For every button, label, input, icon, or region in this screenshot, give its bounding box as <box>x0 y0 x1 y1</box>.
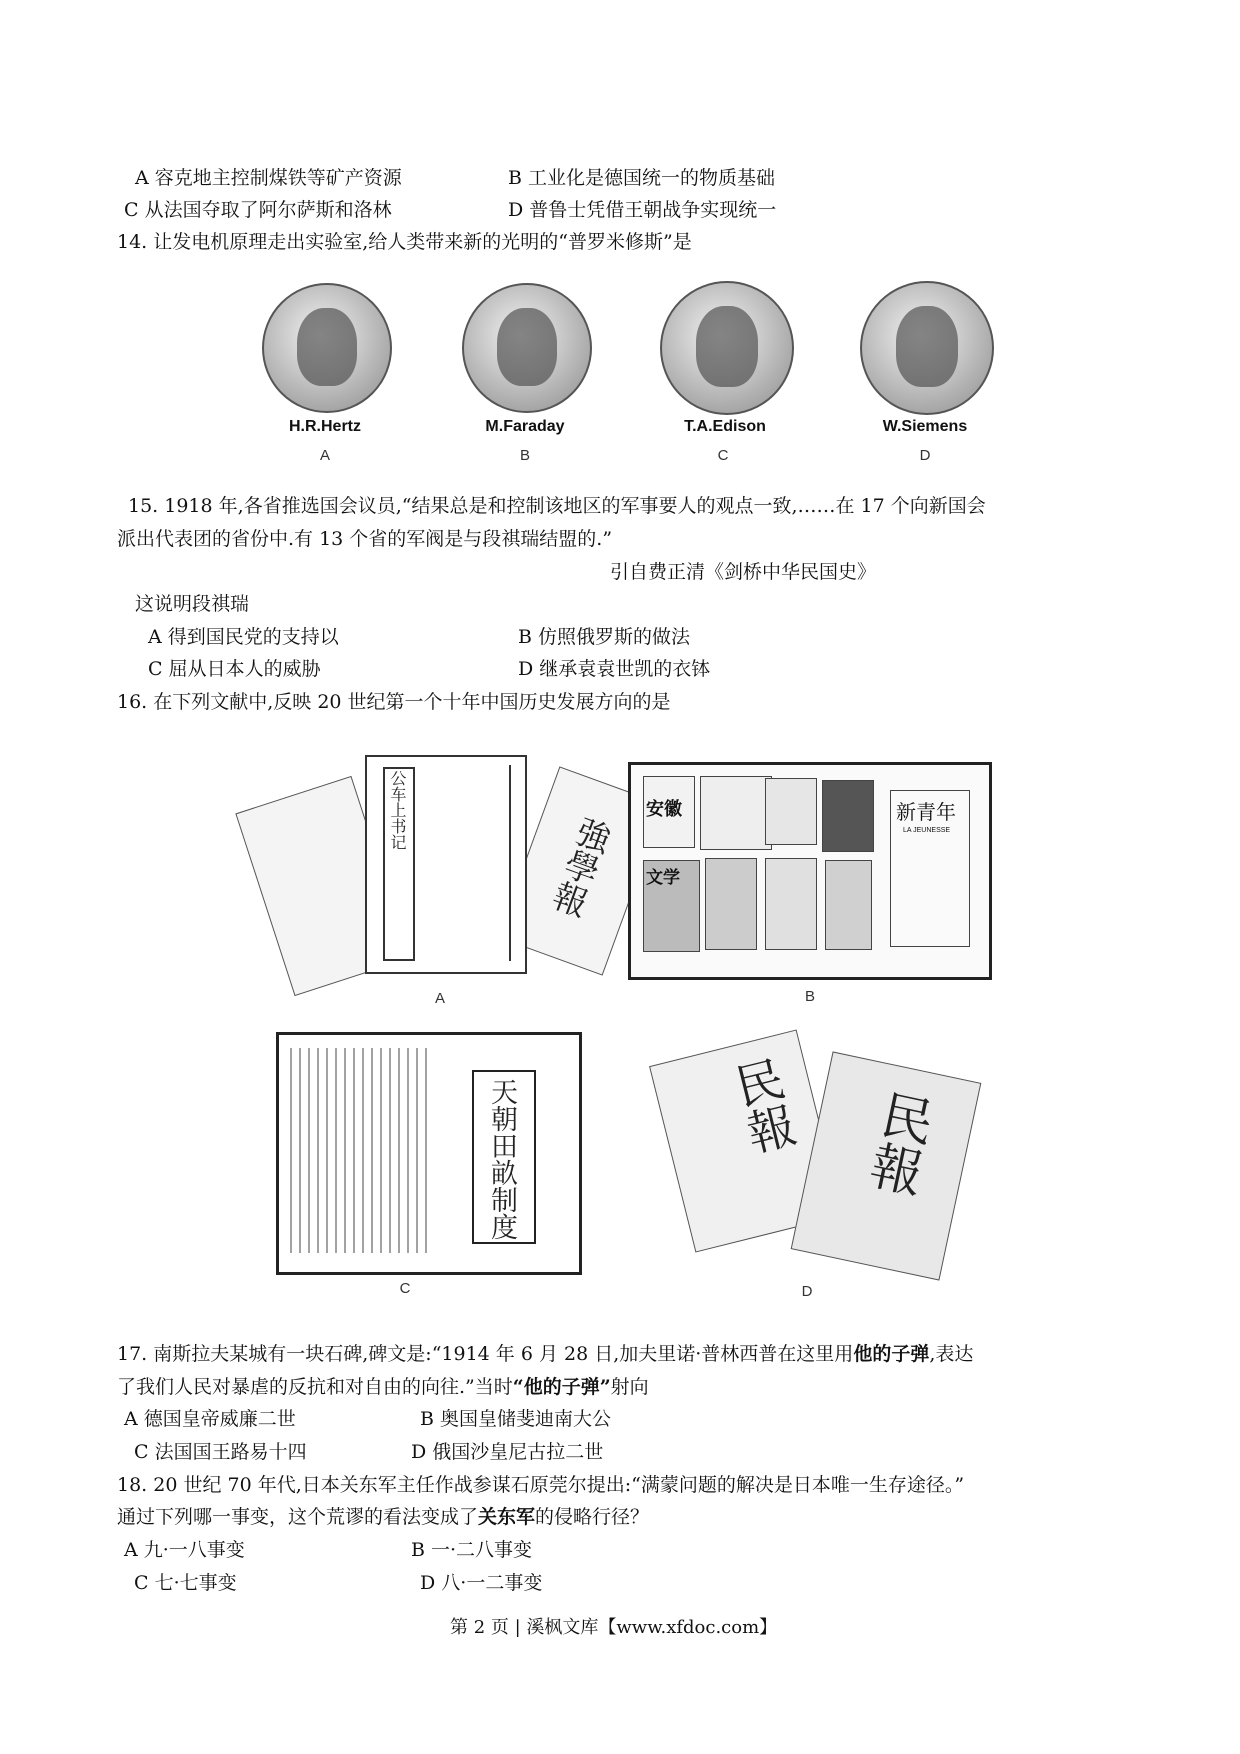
q15-option-b: B 仿照俄罗斯的做法 <box>518 626 691 648</box>
q18-text-post: 的侵略行径？ <box>535 1506 650 1528</box>
magazine-cover-6 <box>705 858 757 950</box>
q17-text2-pre: 了我们人民对暴虐的反抗和对自由的向往.”当时 <box>117 1376 513 1398</box>
q17-emphasis-quote: “他的子弹” <box>512 1376 611 1398</box>
book-title: 公车上书记 <box>388 770 407 850</box>
coin-letter-c: C <box>717 447 729 464</box>
q18-option-d: D 八·一二事变 <box>420 1572 543 1594</box>
q15-option-c: C 屈从日本人的威胁 <box>148 658 321 680</box>
book-spine-line <box>509 765 511 961</box>
q14-stem: 14. 让发电机原理走出实验室,给人类带来新的光明的“普罗米修斯”是 <box>117 231 692 253</box>
document-text-columns <box>290 1048 430 1253</box>
q13-option-d: D 普鲁士凭借王朝战争实现统一 <box>508 199 777 221</box>
coin-letter-d: D <box>919 447 931 464</box>
q18-emphasis: 关东军 <box>478 1506 536 1528</box>
q18-option-b: B 一·二八事变 <box>411 1539 533 1561</box>
q18-option-a: A 九·一八事变 <box>124 1539 245 1561</box>
magazine-cover-4 <box>822 780 874 852</box>
q15-source: 引自费正清《剑桥中华民国史》 <box>610 561 877 583</box>
q17-text-pre: 17. 南斯拉夫某城有一块石碑,碑文是:“1914 年 6 月 28 日,加夫里诺·普林西普在这里用 <box>117 1343 854 1365</box>
q15-option-a: A 得到国民党的支持以 <box>148 626 339 648</box>
portrait-icon <box>696 306 758 387</box>
coin-portrait-d <box>860 281 994 415</box>
q15-stem-line2: 派出代表团的省份中.有 13 个省的军阀是与段祺瑞结盟的.” <box>117 528 613 550</box>
q16-label-b: B <box>804 988 815 1005</box>
magazine-title-wenxue: 文学 <box>646 868 680 888</box>
coin-letter-a: A <box>319 447 330 464</box>
magazine-title-anhui: 安徽 <box>646 799 682 820</box>
q15-ask: 这说明段祺瑞 <box>135 593 250 615</box>
magazine-cover-3 <box>765 778 817 845</box>
q15-stem-line1: 15. 1918 年,各省推选国会议员,“结果总是和控制该地区的军事要人的观点一致,……在 17 个向新国会 <box>128 495 986 517</box>
newspaper-title-left: 民報 <box>722 1052 800 1160</box>
xinqingnian-title: 新青年 <box>896 800 956 824</box>
coin-name-d: W.Siemens <box>882 418 968 435</box>
coin-portrait-a <box>262 283 392 413</box>
magazine-cover-2 <box>700 776 772 850</box>
q17-stem-line1 <box>117 1342 973 1366</box>
q17-text2-post: 射向 <box>610 1376 649 1398</box>
q16-stem: 16. 在下列文献中,反映 20 世纪第一个十年中国历史发展方向的是 <box>117 691 671 713</box>
coin-portrait-c <box>660 281 794 415</box>
q18-stem-line1: 18. 20 世纪 70 年代,日本关东军主任作战参谋石原莞尔提出:“满蒙问题的解决是日本唯一生存途径。” <box>117 1474 965 1496</box>
q16-label-a: A <box>434 990 445 1007</box>
document-title-c: 天朝田畝制度 <box>486 1078 517 1240</box>
q17-emphasis-bullet: 他的子弹 <box>853 1343 930 1365</box>
page-footer: 第 2 页 | 溪枫文库【www.xfdoc.com】 <box>450 1617 778 1638</box>
fan-title: 強學報 <box>542 811 616 921</box>
portrait-icon <box>896 306 958 387</box>
portrait-icon <box>297 308 357 386</box>
q16-label-c: C <box>399 1280 411 1297</box>
q17-option-b: B 奥国皇储斐迪南大公 <box>420 1408 612 1430</box>
magazine-cover-8 <box>825 860 872 950</box>
q17-text-post: ,表达 <box>929 1343 974 1365</box>
xinqingnian-subtitle: LA JEUNESSE <box>903 827 951 834</box>
q18-stem-line2 <box>117 1505 649 1529</box>
q16-label-d: D <box>801 1283 813 1300</box>
q18-option-c: C 七·七事变 <box>134 1572 237 1594</box>
newspaper-title-right: 民報 <box>856 1084 938 1199</box>
coin-name-c: T.A.Edison <box>684 418 766 435</box>
q15-option-d: D 继承袁袁世凯的衣钵 <box>518 658 711 680</box>
magazine-cover-7 <box>765 858 817 950</box>
q13-option-c: C 从法国夺取了阿尔萨斯和洛林 <box>124 199 392 221</box>
q13-option-a: A 容克地主控制煤铁等矿产资源 <box>135 167 402 189</box>
coin-name-b: M.Faraday <box>485 418 565 435</box>
q17-option-c: C 法国国王路易十四 <box>134 1441 307 1463</box>
q17-stem-line2 <box>117 1375 649 1399</box>
coin-name-a: H.R.Hertz <box>288 418 361 435</box>
coin-portrait-b <box>462 283 592 413</box>
q17-option-d: D 俄国沙皇尼古拉二世 <box>411 1441 604 1463</box>
coin-letter-b: B <box>519 447 530 464</box>
q13-option-b: B 工业化是德国统一的物质基础 <box>508 167 776 189</box>
q17-option-a: A 德国皇帝威廉二世 <box>124 1408 296 1430</box>
q18-text-pre: 通过下列哪一事变，这个荒谬的看法变成了 <box>117 1506 479 1528</box>
portrait-icon <box>497 308 557 386</box>
